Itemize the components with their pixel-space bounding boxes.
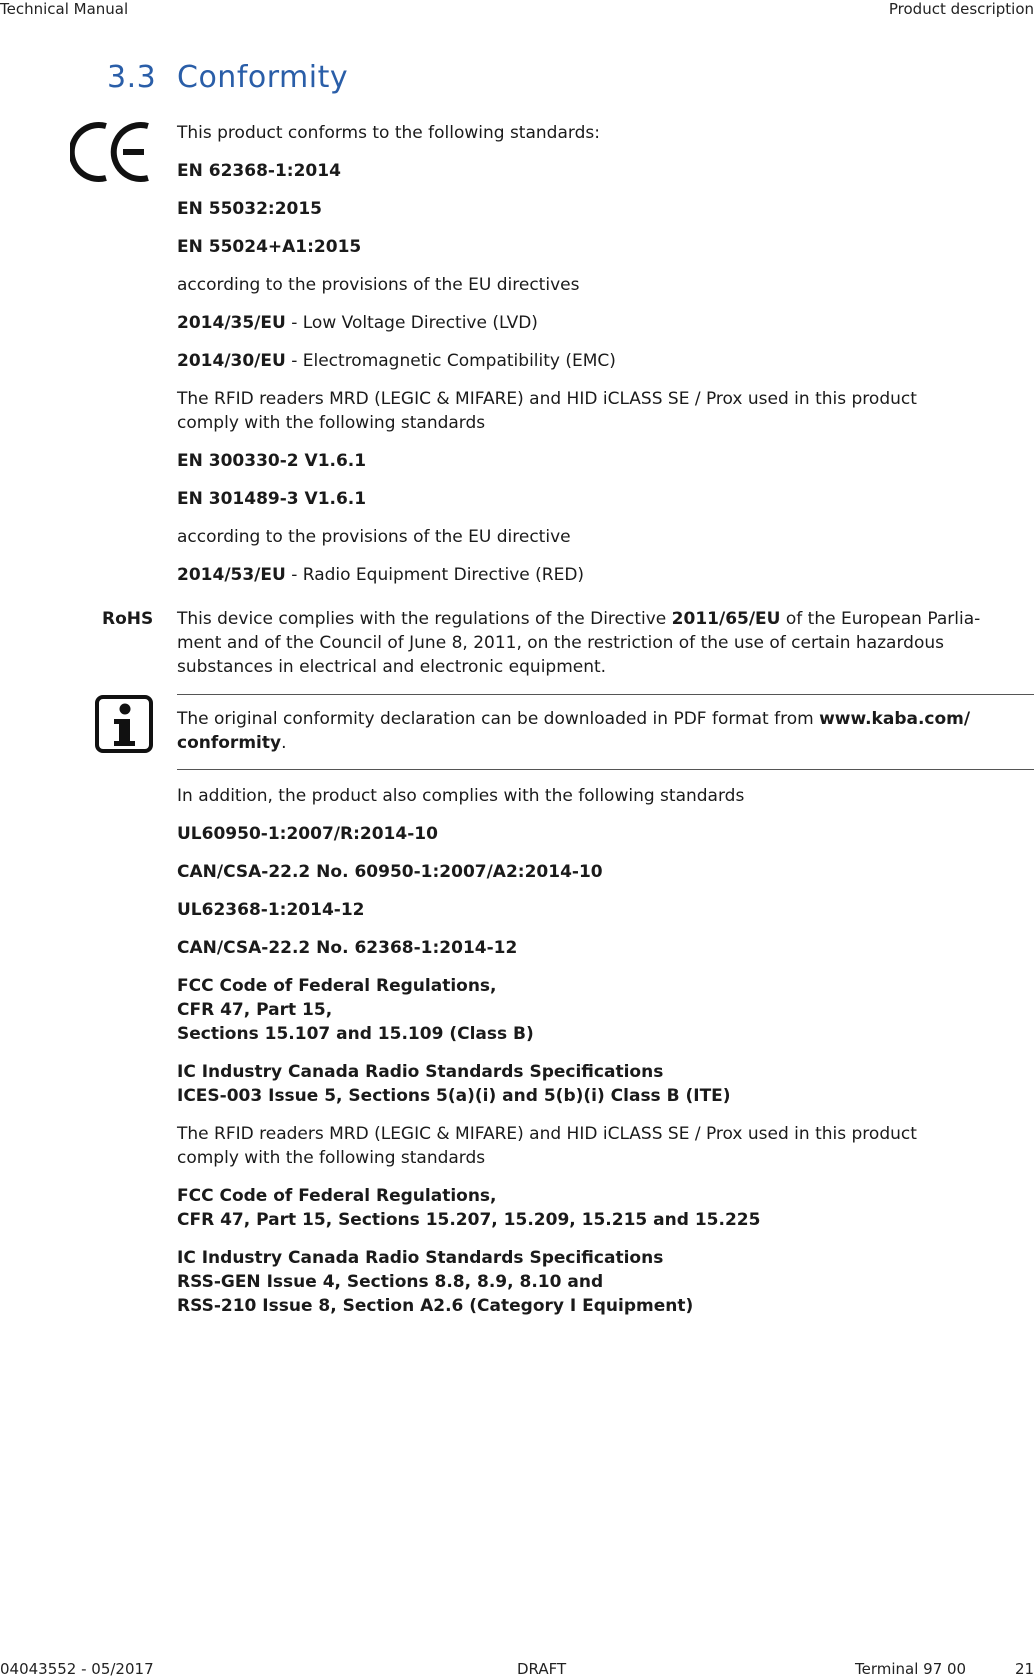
rohs-line-1b: of the European Parlia- [780,609,981,629]
standard-ul62368: UL62368-1:2014-12 [177,900,365,920]
note-rule-bottom [177,769,1034,770]
standard-ul60950: UL60950-1:2007/R:2014-10 [177,824,438,844]
conformity-block-1 [177,121,1032,601]
note-line-1: The original conformity declaration can be downloaded in PDF format from [177,709,820,729]
footer-page-number: 21 [1015,1660,1034,1678]
ic2-line-3: RSS-210 Issue 8, Section A2.6 (Category I Equipment) [177,1296,694,1316]
rfid-text-2 [177,1122,1032,1184]
conformity-link-part-2[interactable]: conformity [177,733,282,753]
standard-en55032: EN 55032:2015 [177,199,323,219]
note-text [177,707,1032,755]
ic1-line-1: IC Industry Canada Radio Standards Specifications [177,1062,664,1082]
rohs-line-2: ment and of the Council of June 8, 2011, on the restriction of the use of certain hazardous [177,633,944,653]
directive-emc-text: - Electromagnetic Compatibility (EMC) [285,351,616,371]
ic2-line-2: RSS-GEN Issue 4, Sections 8.8, 8.9, 8.10 and [177,1272,604,1292]
rfid-line-2: comply with the following standards [177,413,486,433]
fcc2-line-2: CFR 47, Part 15, Sections 15.207, 15.209, 15.215 and 15.225 [177,1210,761,1230]
fcc1-line-2: CFR 47, Part 15, [177,1000,333,1020]
rohs-text [177,607,1032,679]
footer-status: DRAFT [517,1660,567,1678]
header-left: Technical Manual [0,0,129,18]
standard-csa60950: CAN/CSA-22.2 No. 60950-1:2007/A2:2014-10 [177,862,603,882]
rfid-line-1: The RFID readers MRD (LEGIC & MIFARE) and HID iCLASS SE / Prox used in this product [177,389,917,409]
rohs-directive-code: 2011/65/EU [671,609,781,629]
section-number: 3.3 [107,60,157,95]
provisions-text: according to the provisions of the EU directives [177,275,580,295]
standard-csa62368: CAN/CSA-22.2 No. 62368-1:2014-12 [177,938,518,958]
footer-product: Terminal 97 00 [855,1660,967,1678]
directive-emc [177,349,1032,387]
directive-red [177,563,1032,601]
standard-en300330: EN 300330-2 V1.6.1 [177,451,367,471]
fcc1-line-3: Sections 15.107 and 15.109 (Class B) [177,1024,534,1044]
ic2-line-1: IC Industry Canada Radio Standards Specifications [177,1248,664,1268]
fcc2-line-1: FCC Code of Federal Regulations, [177,1186,497,1206]
provision-single-text: according to the provisions of the EU directive [177,527,571,547]
section-title [107,60,348,95]
note-rule-top [177,694,1034,695]
header-right: Product description [888,0,1034,18]
rohs-line-1a: This device complies with the regulations of the Directive [177,609,672,629]
ic-block-2 [177,1246,1032,1332]
directive-lvd [177,311,1032,349]
footer-doc-number: 04043552 - 05/2017 [0,1660,154,1678]
rfid-text [177,387,1032,449]
rfid2-line-2: comply with the following standards [177,1148,486,1168]
rohs-label: RoHS [102,609,154,629]
info-icon [94,694,154,754]
ic-block-1 [177,1060,1032,1122]
standard-en62368: EN 62368-1:2014 [177,161,341,181]
ic1-line-2: ICES-003 Issue 5, Sections 5(a)(i) and 5(b)(i) Class B (ITE) [177,1086,731,1106]
ce-mark-icon [70,120,154,184]
note-period: . [281,733,287,753]
standard-en301489: EN 301489-3 V1.6.1 [177,489,367,509]
conformity-block-2 [177,784,1032,1332]
fcc1-line-1: FCC Code of Federal Regulations, [177,976,497,996]
directive-red-text: - Radio Equipment Directive (RED) [285,565,585,585]
fcc-block-2 [177,1184,1032,1246]
additional-intro-text: In addition, the product also complies with the following standards [177,786,745,806]
directive-red-code: 2014/53/EU [177,565,286,585]
directive-lvd-code: 2014/35/EU [177,313,286,333]
directive-emc-code: 2014/30/EU [177,351,286,371]
directive-lvd-text: - Low Voltage Directive (LVD) [285,313,538,333]
intro-text: This product conforms to the following standards: [177,123,600,143]
section-title-text: Conformity [177,60,349,95]
standard-en55024: EN 55024+A1:2015 [177,237,362,257]
rohs-line-3: substances in electrical and electronic equipment. [177,657,607,677]
rfid2-line-1: The RFID readers MRD (LEGIC & MIFARE) and HID iCLASS SE / Prox used in this product [177,1124,917,1144]
fcc-block-1 [177,974,1032,1060]
conformity-link-part-1[interactable]: www.kaba.com/ [819,709,971,729]
